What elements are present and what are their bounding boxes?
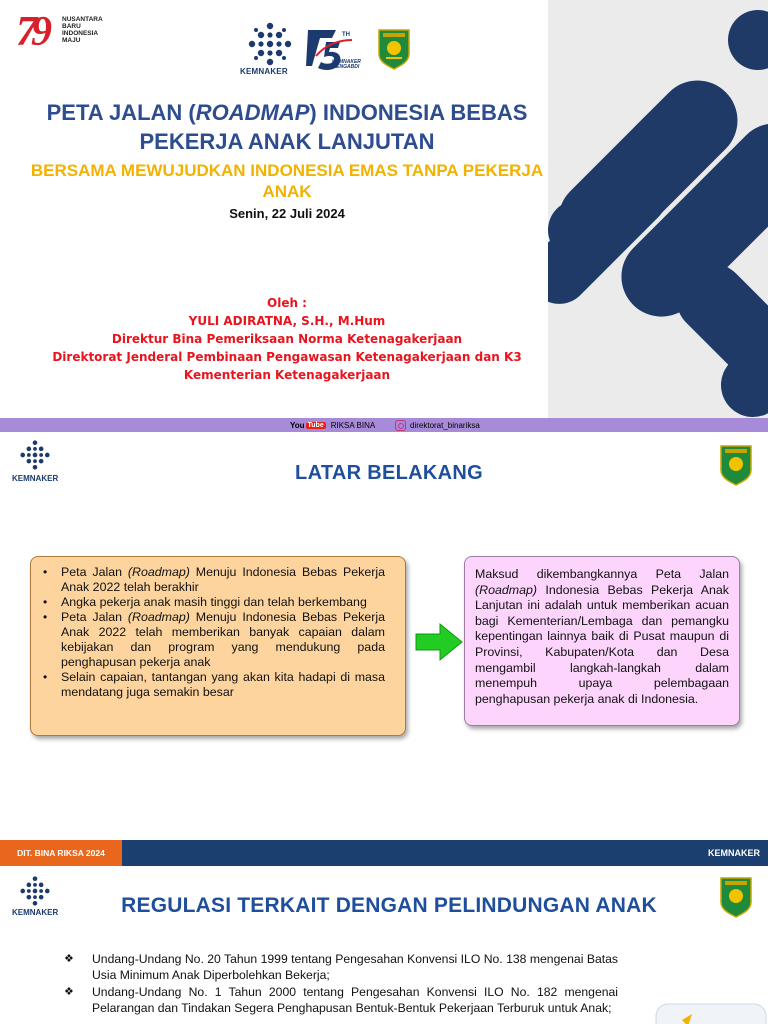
kemnaker-label: KEMNAKER [240, 67, 288, 76]
presenter-block [22, 294, 552, 384]
background-points-box [30, 556, 406, 736]
logo-79-line: BARU [62, 23, 81, 30]
presentation-subtitle: BERSAMA MEWUJUDKAN INDONESIA EMAS TANPA PEKERJA ANAK [30, 161, 544, 201]
background-slide [0, 432, 768, 858]
instagram-icon [395, 420, 406, 431]
presenter-ministry: Kementerian Ketenagakerjaan [183, 368, 391, 382]
list-item: • Angka pekerja anak masih tinggi dan telah berkembang [61, 595, 385, 610]
list-item: • Peta Jalan (Roadmap) Menuju Indonesia Bebas Pekerja Anak 2022 telah berakhir [61, 565, 385, 595]
list-item: • Peta Jalan (Roadmap) Menuju Indonesia Bebas Pekerja Anak 2022 telah memberikan banyak capaian dalam kebijakan dan program yang mendukung pada penghapusan pekerja anak [61, 610, 385, 670]
purpose-box [464, 556, 740, 726]
diamond-bullet-icon: ❖ [64, 986, 74, 998]
arrow-right-icon [414, 622, 464, 662]
background-points-list [61, 565, 385, 700]
presenter-position: Direktur Bina Pemeriksaan Norma Ketenagakerjaan [111, 332, 463, 346]
title-slide [0, 0, 768, 418]
anniversary-sub-1: KEMNAKER [332, 59, 361, 65]
presenter-by: Oleh : [267, 296, 307, 310]
footer-right-label: KEMNAKER [707, 848, 760, 858]
presenter-name: YULI ADIRATNA, S.H., M.Hum [188, 314, 386, 328]
youtube-logo-icon: Tube [307, 421, 324, 429]
slide-footer [0, 840, 768, 866]
social-media-bar [0, 418, 768, 432]
kemnaker-label: KEMNAKER [12, 908, 59, 917]
regulation-slide [0, 866, 768, 1024]
youtube-channel-name: RIKSA BINA [330, 420, 376, 430]
instagram-link[interactable] [395, 419, 480, 431]
list-item: ❖ Undang-Undang No. 1 Tahun 2000 tentang Pengesahan Konvensi ILO No. 182 mengenai Pelarangan dan Tindakan Segera Penghapusan Bentuk-Bentuk Pekerjaan Terburuk untuk Anak; [64, 985, 618, 1015]
kemnaker-logo-icon [248, 22, 292, 66]
shield-emblem-icon [378, 28, 410, 70]
list-item: ❖ Undang-Undang No. 20 Tahun 1999 tentang Pengesahan Konvensi ILO No. 138 mengenai Batas Usia Minimum Anak Diperbolehkan Bekerja; [64, 952, 618, 982]
presenter-directorate: Direktorat Jenderal Pembinaan Pengawasan Ketenagakerjaan dan K3 [52, 350, 522, 364]
slide-title: LATAR BELAKANG [295, 462, 483, 484]
footer-left-label: DIT. BINA RIKSA 2024 [0, 840, 122, 866]
decorative-panel [548, 0, 768, 418]
slide-title: REGULASI TERKAIT DENGAN PELINDUNGAN ANAK [121, 894, 657, 917]
logo-79-number: 79 [16, 9, 46, 55]
anniversary-th: TH [342, 32, 350, 38]
logo-79-line: NUSANTARA [62, 16, 103, 23]
kemnaker-label: KEMNAKER [12, 474, 59, 483]
anniversary-logo [306, 26, 364, 76]
presentation-date: Senin, 22 Juli 2024 [229, 206, 345, 221]
decorative-card-icon [652, 1000, 768, 1024]
diamond-bullet-icon: ❖ [64, 953, 74, 965]
purpose-text: Maksud dikembangkannya Peta Jalan (Roadmap) Indonesia Bebas Pekerja Anak Lanjutan ini adalah untuk memberikan acuan bagi Kementerian/Lembaga dan pemangku kepentingan lainnya baik di Pusat maupun di Provinsi, Kabupaten/Kota dan Desa mengambil langkah-langkah dalam menempuh upaya pelembagaan penghapusan pekerja anak di Indonesia. [475, 567, 729, 706]
logo-79-line: MAJU [62, 37, 81, 44]
logo-79-line: INDONESIA [62, 30, 99, 37]
youtube-logo-you: You [290, 420, 305, 430]
anniversary-sub-2: MENGABDI [332, 64, 360, 70]
list-item: • Selain capaian, tantangan yang akan kita hadapi di masa mendatang juga semakin besar [61, 670, 385, 700]
kemnaker-pattern-icon [548, 0, 768, 418]
youtube-link[interactable] [290, 419, 375, 431]
instagram-handle: direktorat_binariksa [410, 420, 480, 430]
presentation-title: PETA JALAN (ROADMAP) INDONESIA BEBAS PEKERJA ANAK LANJUTAN [46, 100, 528, 154]
regulation-list [64, 952, 618, 1018]
logo-79-nusantara [16, 9, 116, 55]
